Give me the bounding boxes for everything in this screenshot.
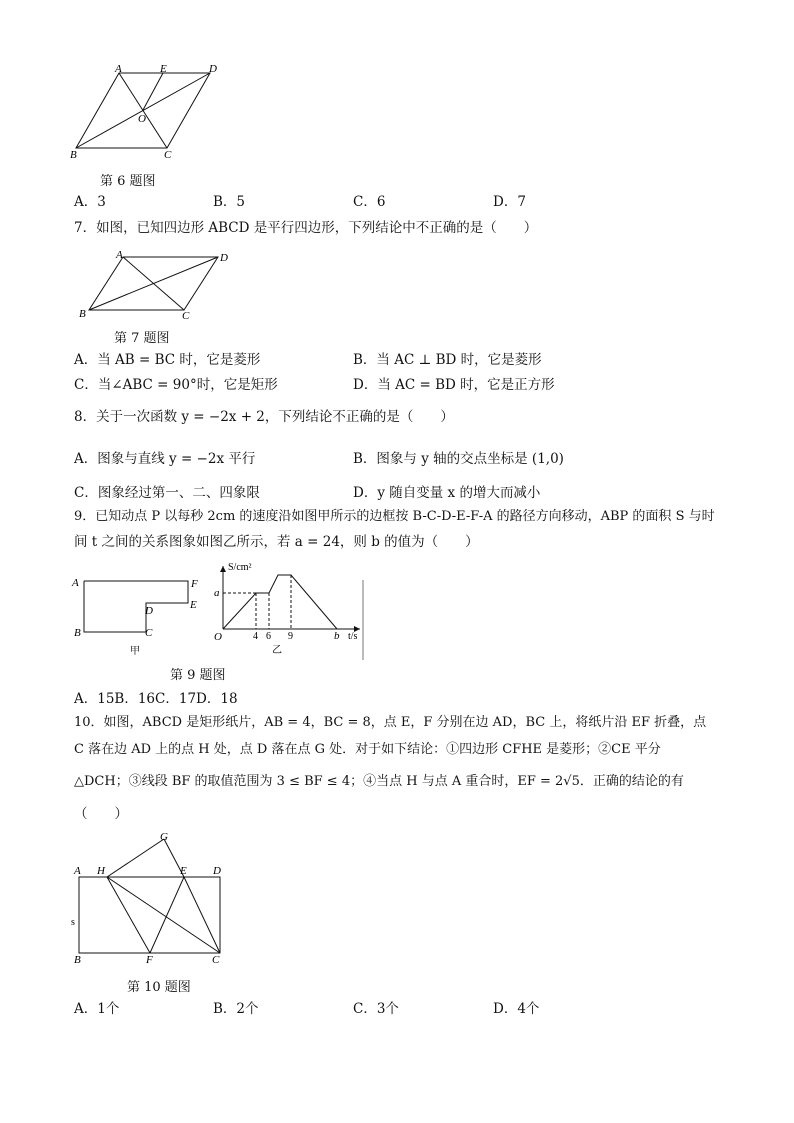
q9-figure-yi [212, 560, 372, 662]
q10-label-d: D [213, 865, 221, 877]
q10-option-d: D．4个 [493, 1001, 540, 1017]
q6-option-c: C．6 [353, 194, 386, 210]
q10-label-e: E [180, 865, 187, 877]
q6-option-d: D．7 [493, 194, 526, 210]
q6-label-c: C [164, 149, 172, 160]
q7-figure [74, 247, 234, 321]
q9-yi-label-a: a [214, 587, 220, 599]
q9-yi-tick-9: 9 [288, 631, 293, 642]
q9-yi-title: 乙 [272, 645, 282, 656]
q9-yi-axis-s: S/cm² [228, 562, 252, 573]
q9-jia-label-c: C [145, 627, 153, 639]
q7-option-b: B．当 AC ⊥ BD 时，它是菱形 [353, 352, 542, 368]
q10-label-a: A [74, 865, 81, 877]
q10-figure [66, 830, 236, 968]
q6-label-o: O [138, 113, 146, 125]
q10-option-a: A．1个 [74, 1001, 120, 1017]
q10-label-g: G [160, 831, 168, 843]
q6-option-a: A．3 [74, 194, 106, 210]
q9-jia-label-f: F [191, 578, 198, 590]
q10-stem-line4: （ ） [74, 806, 128, 822]
q9-yi-tick-4: 4 [253, 631, 258, 642]
q9-yi-axis-t: t/s [348, 631, 358, 642]
q10-stem-line1: 10．如图，ABCD 是矩形纸片，AB = 4，BC = 8，点 E，F 分别在边 AD，BC 上，将纸片沿 EF 折叠，点 [74, 715, 707, 730]
q7-option-a: A．当 AB = BC 时，它是菱形 [74, 352, 261, 368]
q10-label-b: B [74, 954, 81, 966]
q9-figure-jia [62, 566, 212, 662]
q9-caption: 第 9 题图 [170, 668, 226, 683]
q7-label-d: D [220, 252, 228, 264]
q10-caption: 第 10 题图 [127, 980, 191, 995]
q7-option-d: D．当 AC = BD 时，它是正方形 [353, 377, 555, 393]
q9-options: A．15B．16C．17D．18 [74, 691, 238, 707]
q9-jia-label-b: B [74, 627, 81, 639]
q9-stem-line1: 9．已知动点 P 以每秒 2cm 的速度沿如图甲所示的边框按 B-C-D-E-F-A 的路径方向移动，ABP 的面积 S 与时 [74, 509, 715, 524]
q8-option-b: B．图象与 y 轴的交点坐标是 (1,0) [353, 451, 564, 467]
q8-option-c: C．图象经过第一、二、四象限 [74, 485, 260, 501]
q7-caption: 第 7 题图 [114, 331, 170, 346]
q6-label-d: D [209, 63, 217, 75]
q9-stem-line2: 间 t 之间的关系图象如图乙所示，若 a = 24，则 b 的值为（ ） [74, 534, 479, 550]
q6-label-b: B [70, 149, 77, 160]
q10-option-b: B．2个 [213, 1001, 259, 1017]
q9-yi-label-b: b [334, 630, 340, 642]
q7-label-b: B [79, 308, 86, 320]
q6-label-e: E [160, 63, 167, 75]
q10-label-c: C [212, 954, 220, 966]
q9-jia-label-e: E [190, 599, 197, 611]
q9-jia-label-d: D [145, 605, 153, 617]
q10-stem-line2: C 落在边 AD 上的点 H 处，点 D 落在点 G 处．对于如下结论：①四边形 CFHE 是菱形；②CE 平分 [74, 742, 661, 757]
q10-stem-line3: △DCH；③线段 BF 的取值范围为 3 ≤ BF ≤ 4；④当点 H 与点 A 重合时，EF = 2√5．正确的结论的有 [74, 774, 684, 789]
q7-label-a: A [116, 249, 123, 261]
q9-yi-origin: O [214, 631, 222, 643]
q10-label-f: F [146, 954, 153, 966]
q10-label-h: H [97, 865, 105, 877]
q6-label-a: A [115, 63, 122, 75]
q6-caption: 第 6 题图 [100, 174, 156, 189]
q6-option-b: B．5 [213, 194, 246, 210]
q7-label-c: C [182, 310, 190, 321]
q9-jia-title: 甲 [130, 646, 140, 657]
q8-option-d: D．y 随自变量 x 的增大而减小 [353, 485, 541, 501]
q7-stem: 7．如图，已知四边形 ABCD 是平行四边形，下列结论中不正确的是（ ） [74, 220, 538, 236]
q6-figure [66, 62, 226, 160]
q8-option-a: A．图象与直线 y = −2x 平行 [74, 451, 256, 467]
q10-label-s: s [71, 917, 75, 928]
q9-jia-label-a: A [72, 577, 79, 589]
q8-stem: 8．关于一次函数 y = −2x + 2，下列结论不正确的是（ ） [74, 409, 454, 425]
q10-option-c: C．3个 [353, 1001, 399, 1017]
q9-yi-tick-6: 6 [266, 631, 271, 642]
q7-option-c: C．当∠ABC = 90°时，它是矩形 [74, 377, 278, 393]
